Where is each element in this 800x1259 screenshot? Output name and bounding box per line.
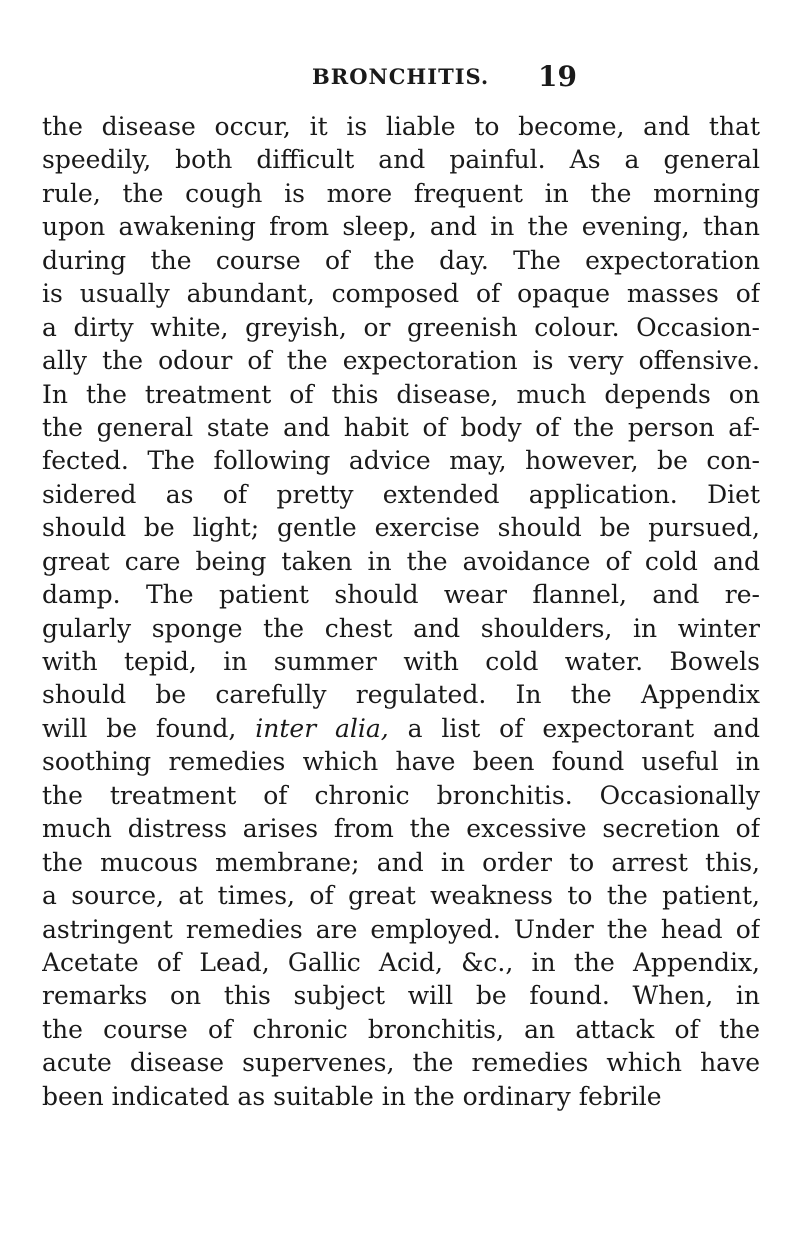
text-line: is usually abundant, composed of opaque masses of <box>42 279 760 309</box>
text-line: In the treatment of this disease, much depends on <box>42 379 760 409</box>
text-line: astringent remedies are employed. Under the head of <box>42 914 760 944</box>
text-segment: a list of expectorant and <box>388 713 760 743</box>
text-segment: will be found, <box>42 713 256 743</box>
body-text <box>42 110 760 1113</box>
running-title: BRONCHITIS. <box>312 64 490 89</box>
text-line: speedily, both difficult and painful. As a general <box>42 145 760 175</box>
text-line: damp. The patient should wear flannel, and re- <box>42 580 760 610</box>
text-line: upon awakening from sleep, and in the evening, than <box>42 212 760 242</box>
text-line: fected. The following advice may, however, be con- <box>42 446 760 476</box>
text-line: the disease occur, it is liable to become, and that <box>42 112 760 141</box>
text-line: a dirty white, greyish, or greenish colour. Occasion- <box>42 312 760 342</box>
text-line: Acetate of Lead, Gallic Acid, &c., in the Appendix, <box>42 947 760 977</box>
text-line: the mucous membrane; and in order to arrest this, <box>42 847 760 877</box>
text-line: great care being taken in the avoidance of cold and <box>42 546 760 576</box>
text-line: acute disease supervenes, the remedies which have <box>42 1048 760 1078</box>
text-line: gularly sponge the chest and shoulders, in winter <box>42 613 760 643</box>
text-line: with tepid, in summer with cold water. Bowels <box>42 647 760 676</box>
text-line: rule, the cough is more frequent in the morning <box>42 178 760 208</box>
text-line: the general state and habit of body of the person af- <box>42 412 760 442</box>
italic-phrase: inter alia, <box>255 713 389 743</box>
text-line: the treatment of chronic bronchitis. Occasionally <box>42 780 760 810</box>
text-line: during the course of the day. The expectoration <box>42 245 760 275</box>
text-line: should be light; gentle exercise should be pursued, <box>42 513 760 543</box>
text-line: soothing remedies which have been found useful in <box>42 747 760 777</box>
text-line: remarks on this subject will be found. When, in <box>42 981 760 1011</box>
text-line: the course of chronic bronchitis, an attack of the <box>42 1014 760 1044</box>
text-line-italic-phrase <box>42 712 760 745</box>
text-line: much distress arises from the excessive secretion of <box>42 814 760 844</box>
running-head <box>0 60 800 94</box>
text-line: been indicated as suitable in the ordinary febrile <box>42 1081 662 1111</box>
text-line: sidered as of pretty extended application. Diet <box>42 479 760 509</box>
text-line: ally the odour of the expectoration is very offensive. <box>42 346 760 376</box>
text-line: a source, at times, of great weakness to the patient, <box>42 881 760 911</box>
page-number: 19 <box>538 60 577 93</box>
text-line: should be carefully regulated. In the Appendix <box>42 680 760 710</box>
